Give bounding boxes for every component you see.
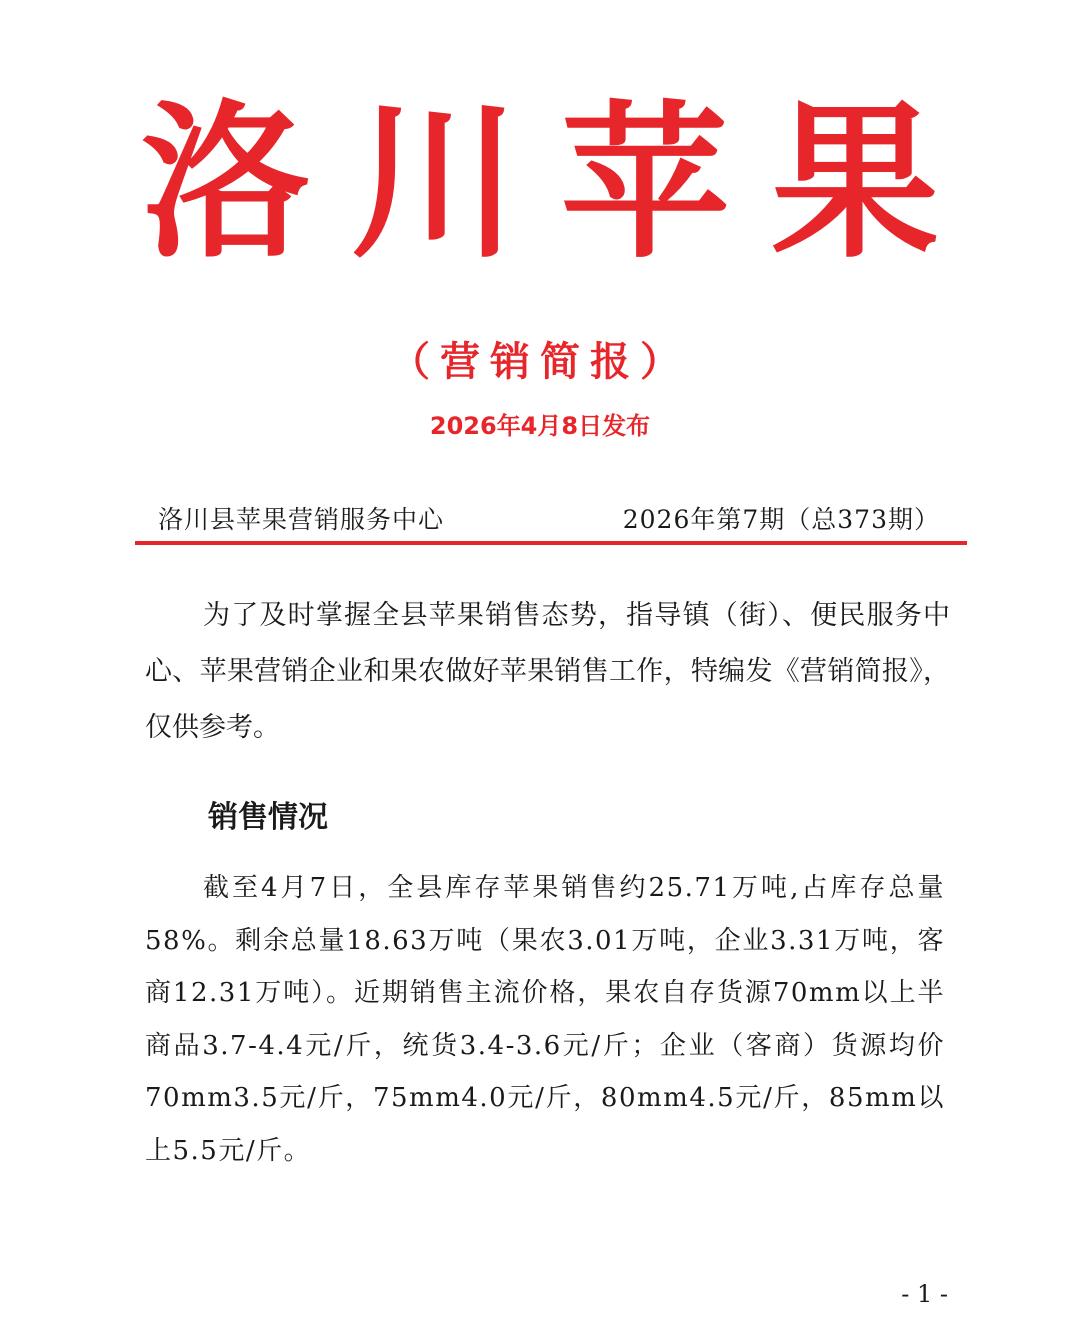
masthead-title: 洛川苹果 (141, 83, 981, 281)
bulletin-subtitle: （营销简报） (390, 338, 690, 385)
header-divider (135, 541, 967, 545)
sales-paragraph: 截至4月7日，全县库存苹果销售约25.71万吨,占库存总量58%。剩余总量18.63万吨（果农3.01万吨，企业3.31万吨，客商12.31万吨）。近期销售主流价格，果农自存货源70mm以上半商品3.7-4.4元/斤，统货3.4-3.6元/斤；企业（客商）货源均价70mm3.5元/斤，75mm4.0元/斤，80mm4.5元/斤，85mm以上5.5元/斤。 (145, 873, 945, 1166)
page-number: - 1 - (901, 1280, 948, 1308)
publisher-name: 洛川县苹果营销服务中心 (158, 505, 445, 534)
intro-paragraph: 为了及时掌握全县苹果销售态势，指导镇（街）、便民服务中心、苹果营销企业和果农做好苹果销售工作，特编发《营销简报》，仅供参考。 (145, 600, 950, 743)
issue-info-line (150, 500, 940, 540)
publish-date: 2026年4月8日发布 (429, 412, 651, 440)
issue-number: 2026年第7期（总373期） (622, 505, 940, 534)
section-heading: 销售情况 (208, 800, 328, 835)
